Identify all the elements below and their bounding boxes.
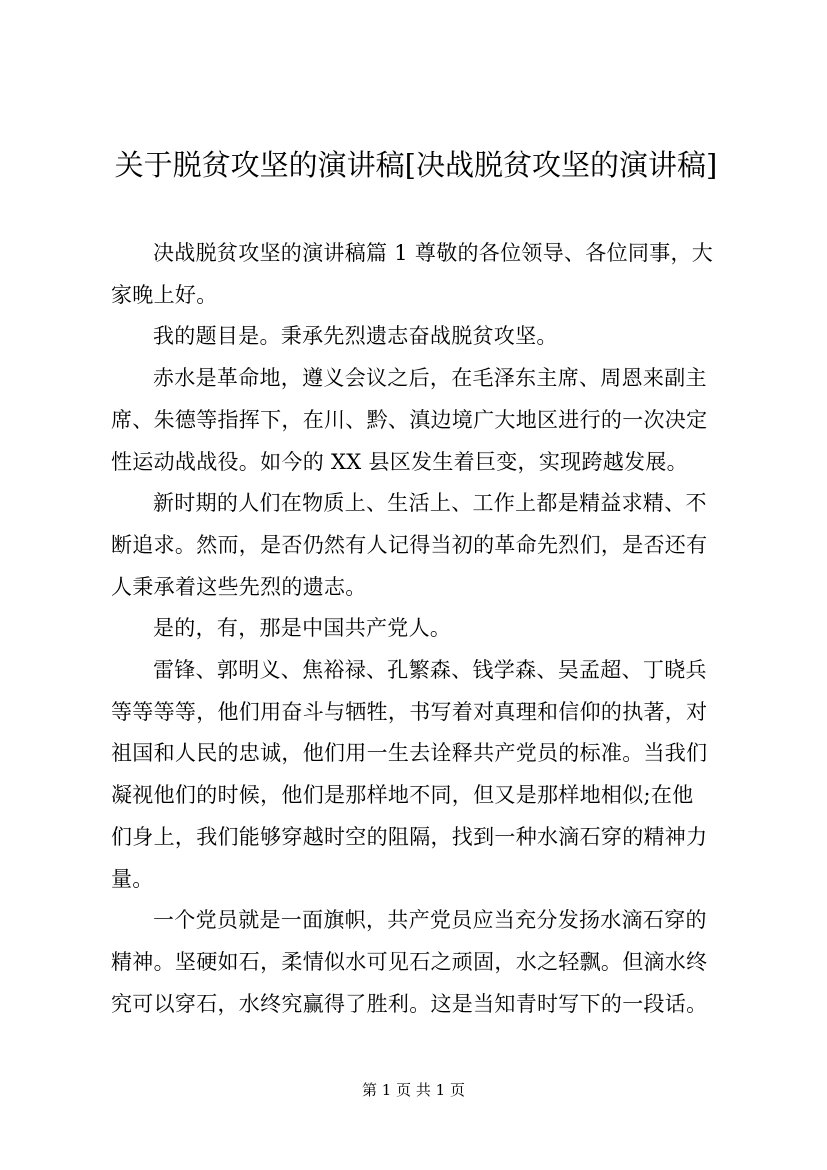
paragraph-line: 断追求。然而，是否仍然有人记得当初的革命先烈们，是否还有 <box>111 532 708 557</box>
document-title: 关于脱贫攻坚的演讲稿[决战脱贫攻坚的演讲稿] <box>114 148 718 182</box>
paragraph-1 <box>111 233 751 316</box>
paragraph-line: 决战脱贫攻坚的演讲稿篇 1 尊敬的各位领导、各位同事，大 <box>153 241 714 265</box>
paragraph-line: 是的，有，那是中国共产党人。 <box>153 616 452 641</box>
paragraph-line: 究可以穿石，水终究赢得了胜利。这是当知青时写下的一段话。 <box>111 991 708 1016</box>
paragraph-line: 性运动战战役。如今的 XX 县区发生着巨变，实现跨越发展。 <box>111 449 688 474</box>
document-body <box>111 233 751 1025</box>
paragraph-line: 精神。坚硬如石，柔情似水可见石之顽固，水之轻飘。但滴水终 <box>111 949 708 974</box>
page-footer: 第 1 页 共 1 页 <box>362 1081 465 1099</box>
paragraph-line: 一个党员就是一面旗帜，共产党员应当充分发扬水滴石穿的 <box>153 908 707 933</box>
paragraph-line: 赤水是革命地，遵义会议之后，在毛泽东主席、周恩来副主 <box>153 366 707 391</box>
paragraph-3 <box>111 358 751 483</box>
paragraph-line: 新时期的人们在物质上、生活上、工作上都是精益求精、不 <box>153 491 707 516</box>
paragraph-line: 祖国和人民的忠诚，他们用一生去诠释共产党员的标准。当我们 <box>111 741 708 766</box>
paragraph-line: 雷锋、郭明义、焦裕禄、孔繁森、钱学森、吴孟超、丁晓兵 <box>153 658 707 683</box>
paragraph-5 <box>111 608 751 650</box>
paragraph-line: 们身上，我们能够穿越时空的阻隔，找到一种水滴石穿的精神力 <box>111 824 708 849</box>
paragraph-4 <box>111 483 751 608</box>
paragraph-7 <box>111 900 751 1025</box>
paragraph-line: 量。 <box>111 866 154 891</box>
paragraph-line: 席、朱德等指挥下，在川、黔、滇边境广大地区进行的一次决定 <box>111 407 708 432</box>
paragraph-line: 凝视他们的时候，他们是那样地不同，但又是那样地相似;在他 <box>111 783 694 808</box>
paragraph-line: 等等等等，他们用奋斗与牺牲，书写着对真理和信仰的执著，对 <box>111 699 708 724</box>
paragraph-6 <box>111 650 751 900</box>
paragraph-line: 家晚上好。 <box>111 282 218 307</box>
paragraph-line: 人秉承着这些先烈的遗志。 <box>111 574 367 599</box>
paragraph-line: 我的题目是。秉承先烈遗志奋战脱贫攻坚。 <box>153 324 558 349</box>
paragraph-2 <box>111 316 751 358</box>
